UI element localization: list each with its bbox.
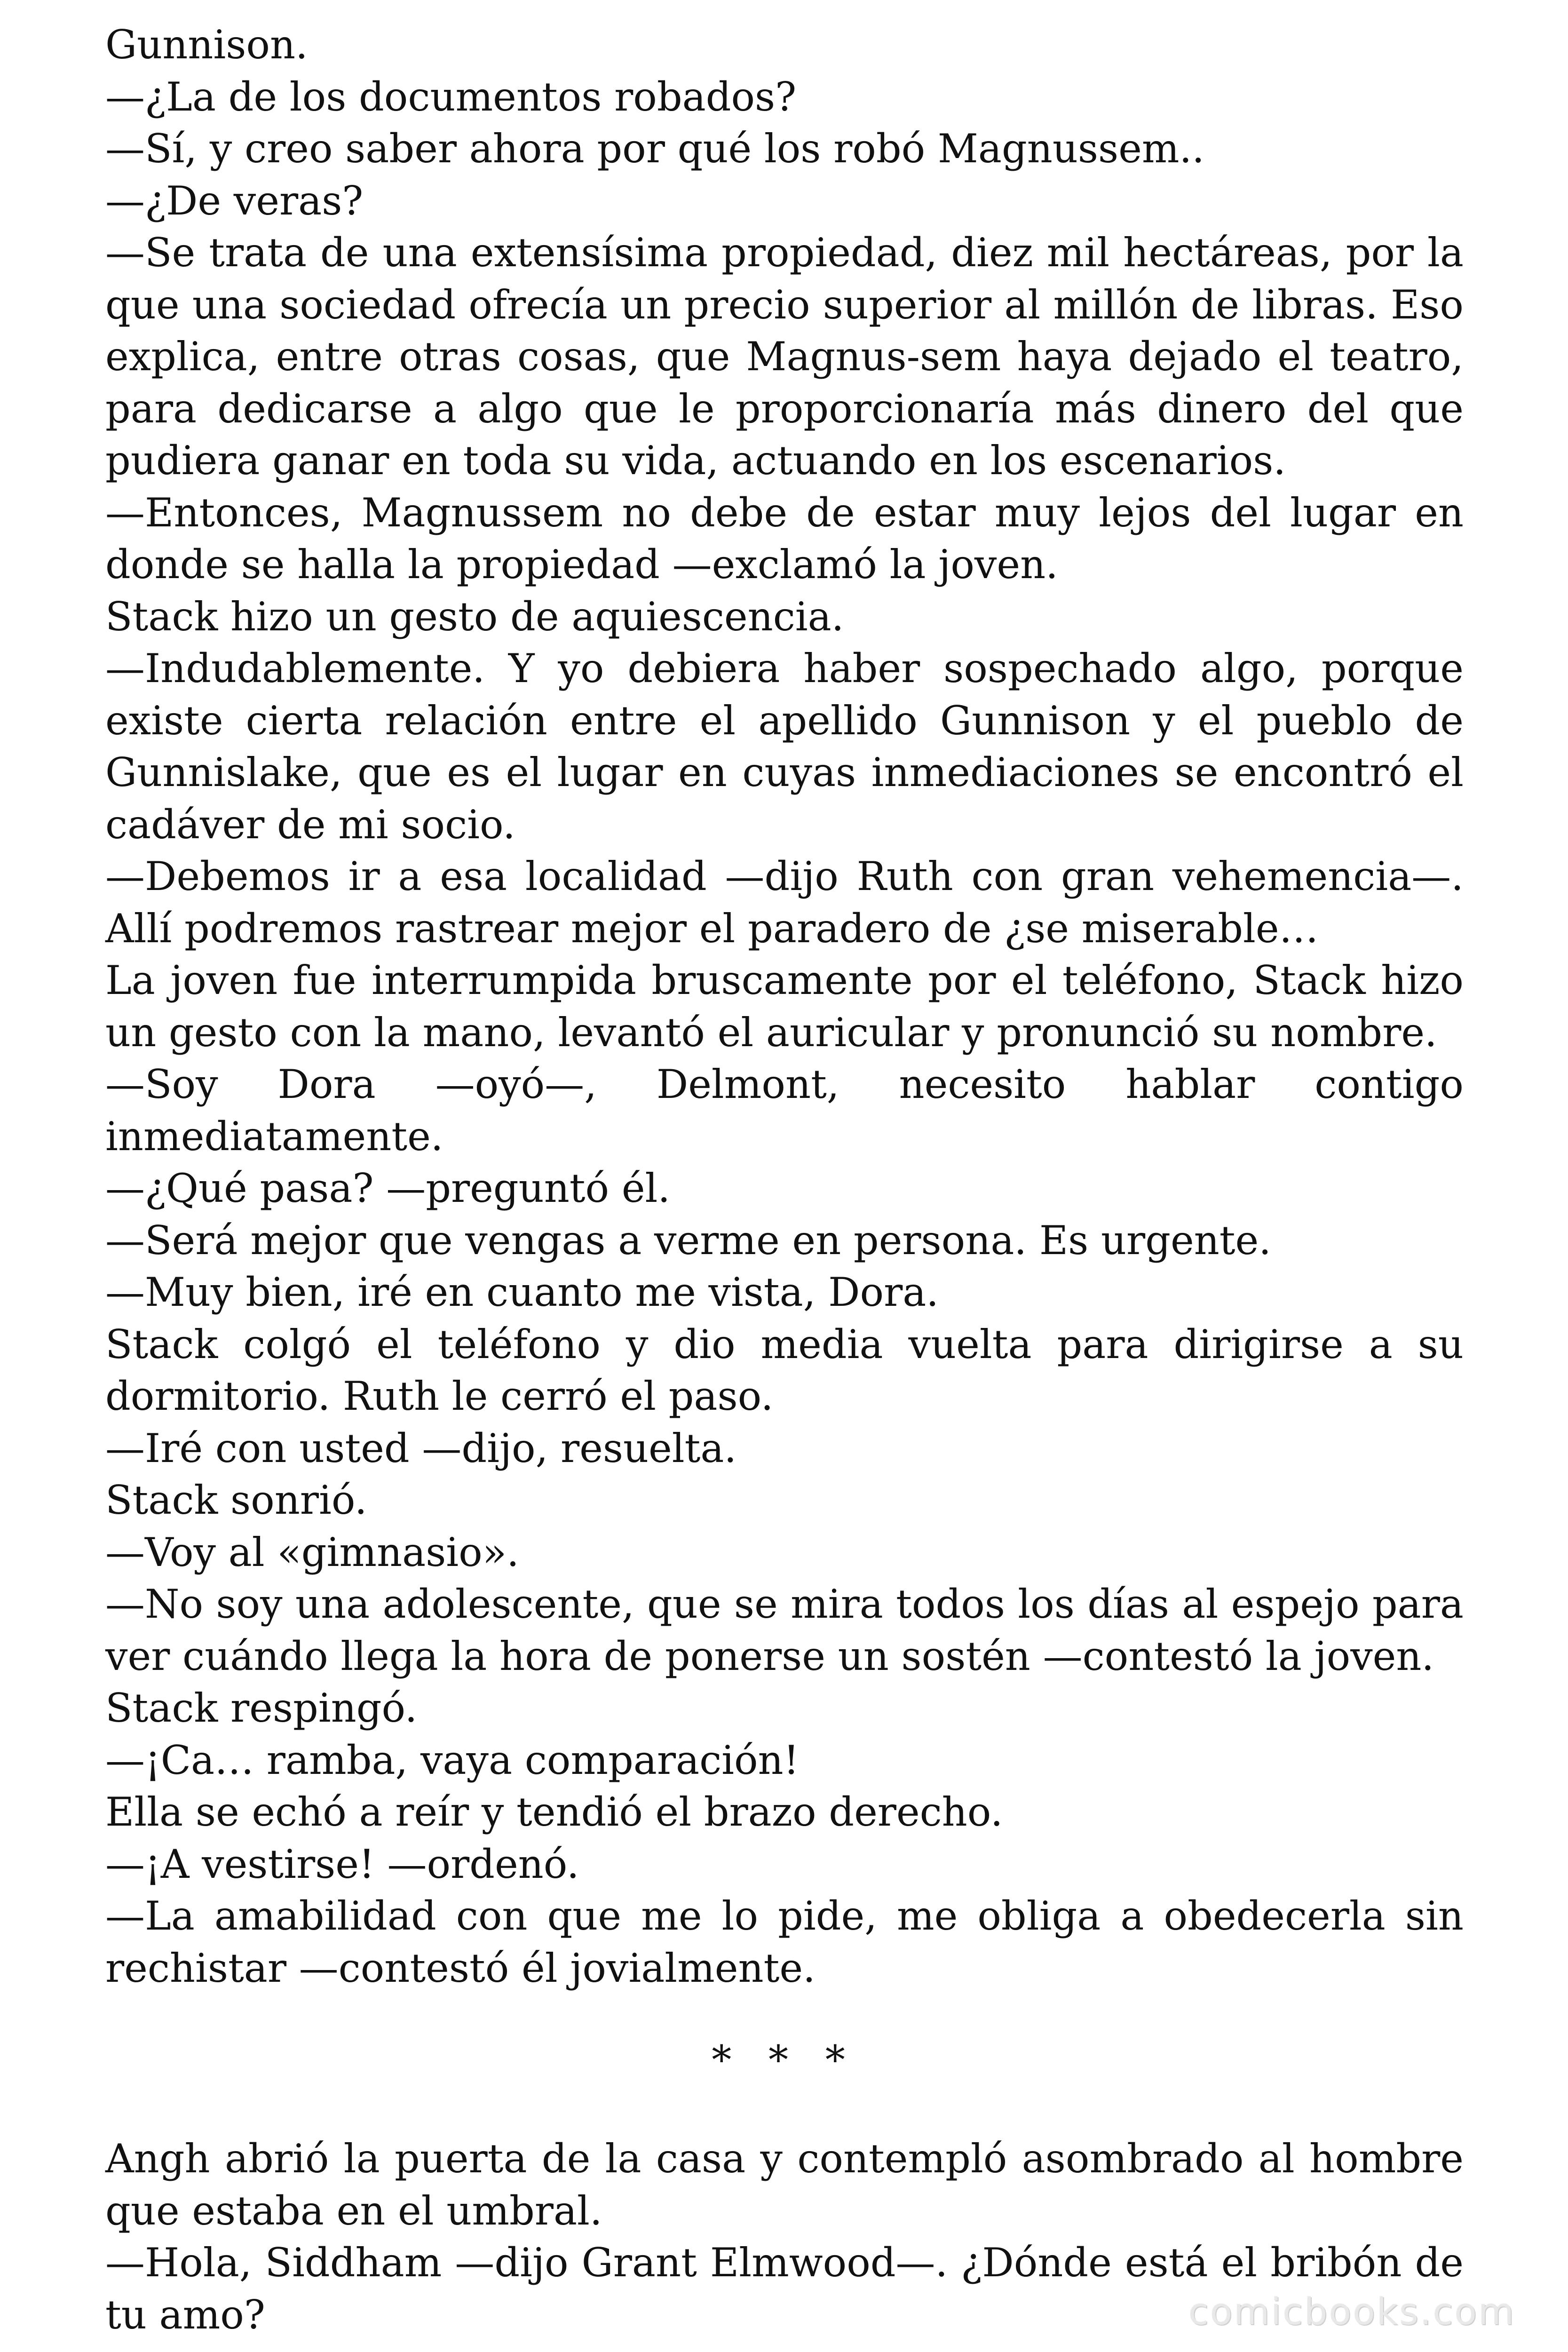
paragraph: Ella se echó a reír y tendió el brazo derecho. — [105, 1789, 1003, 1835]
section-separator: * * * — [712, 2037, 857, 2083]
paragraph: —¿La de los documentos robados? — [105, 73, 797, 120]
paragraph: —Sí, y creo saber ahora por qué los robó Magnussem.. — [105, 126, 1204, 172]
paragraph: —¿Qué pasa? —preguntó él. — [105, 1165, 671, 1211]
paragraph: —Indudablemente. Y yo debiera haber sospechado algo, porque existe cierta relación entre el apellido Gunnison y el pueblo de Gunnislake, que es el lugar en cuyas inmediaciones se encontró el cadáver de mi socio. — [105, 645, 1464, 848]
paragraph: —Será mejor que vengas a verme en persona. Es urgente. — [105, 1217, 1271, 1263]
paragraph: —¡A vestirse! —ordenó. — [105, 1841, 579, 1887]
paragraph: —Voy al «gimnasio». — [105, 1529, 519, 1575]
paragraph: Stack colgó el teléfono y dio media vuelta para dirigirse a su dormitorio. Ruth le cerró el paso. — [105, 1321, 1464, 1419]
paragraph: Stack respingó. — [105, 1685, 418, 1731]
paragraph: —Iré con usted —dijo, resuelta. — [105, 1425, 737, 1471]
watermark: comicbooks.com — [1188, 2291, 1515, 2333]
book-page — [105, 19, 1464, 2341]
paragraph: —Muy bien, iré en cuanto me vista, Dora. — [105, 1269, 939, 1315]
paragraph: La joven fue interrumpida bruscamente por el teléfono, Stack hizo un gesto con la mano, levantó el auricular y pronunció su nombre. — [105, 957, 1464, 1056]
paragraph: —No soy una adolescente, que se mira todos los días al espejo para ver cuándo llega la hora de ponerse un sostén —contestó la joven. — [105, 1581, 1464, 1679]
paragraph: Gunnison. — [105, 22, 308, 68]
paragraph: —La amabilidad con que me lo pide, me obliga a obedecerla sin rechistar —contestó él jovialmente. — [105, 1893, 1464, 1991]
paragraph: —Entonces, Magnussem no debe de estar muy lejos del lugar en donde se halla la propiedad —exclamó la joven. — [105, 489, 1464, 588]
paragraph: —Soy Dora —oyó—, Delmont, necesito hablar contigo inmediatamente. — [105, 1061, 1464, 1160]
paragraph: —¡Ca… ramba, vaya comparación! — [105, 1737, 800, 1783]
paragraph: Angh abrió la puerta de la casa y contempló asombrado al hombre que estaba en el umbral. — [105, 2136, 1464, 2234]
paragraph: —Se trata de una extensísima propiedad, diez mil hectáreas, por la que una sociedad ofrecía un precio superior al millón de libras. Eso explica, entre otras cosas, que Magnus-sem haya dejado el teatro, para dedicarse a algo que le proporcionaría más dinero del que pudiera ganar en toda su vida, actuando en los escenarios. — [105, 230, 1464, 484]
paragraph: —Hola, Siddham —dijo Grant Elmwood—. ¿Dónde está el bribón de tu amo? — [105, 2240, 1464, 2338]
paragraph: —¿De veras? — [105, 177, 364, 224]
paragraph: —Debemos ir a esa localidad —dijo Ruth con gran vehemencia—. Allí podremos rastrear mejor el paradero de ¿se miserable… — [105, 853, 1464, 952]
text-section-before — [105, 19, 1464, 1994]
paragraph: Stack sonrió. — [105, 1477, 367, 1523]
paragraph: Stack hizo un gesto de aquiescencia. — [105, 593, 844, 640]
